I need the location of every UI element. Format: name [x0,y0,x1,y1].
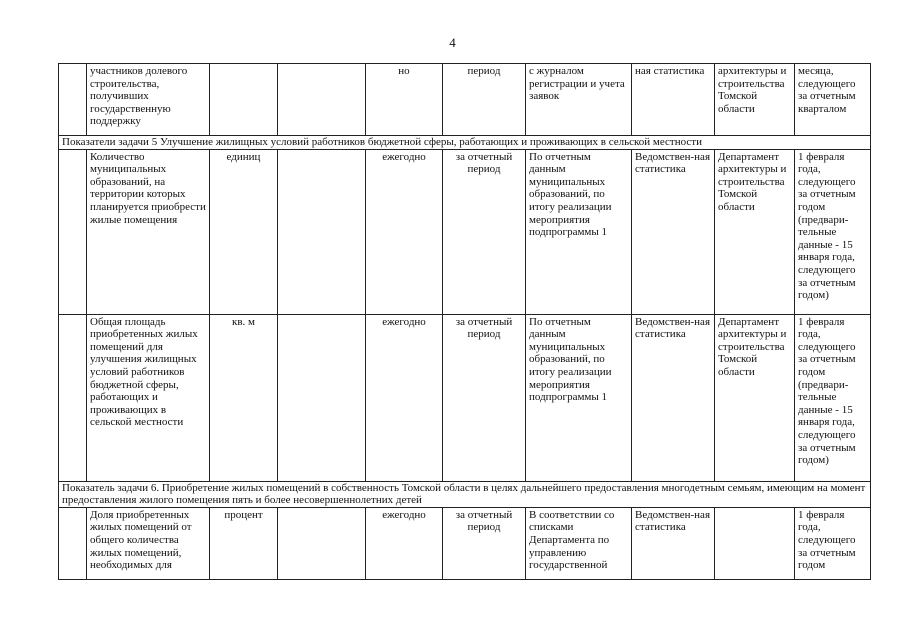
unit-cell: кв. м [210,314,278,481]
number-cell [59,314,87,481]
periodicity-cell: ежегодно [366,507,443,579]
unit-cell: процент [210,507,278,579]
time-characteristic-cell: за отчетный период [443,314,526,481]
source-cell: Ведомствен-ная статистика [632,314,715,481]
deadline-cell: 1 февраля года, следующего за отчетным годом [795,507,871,579]
table-row [59,314,871,481]
unit-cell: единиц [210,149,278,314]
formula-cell [278,314,366,481]
unit-cell [210,64,278,136]
periodicity-cell: ежегодно [366,149,443,314]
method-cell: По отчетным данным муниципальных образований, по итогу реализации мероприятия подпрограммы 1 [526,314,632,481]
responsible-cell: Департамент архитектуры и строительства Томской области [715,149,795,314]
method-cell: В соответствии со списками Департамента по управлению государственной [526,507,632,579]
deadline-cell: 1 февраля года, следующего за отчетным годом (предвари-тельные данные - 15 января года, следующего за отчетным годом) [795,149,871,314]
table-row [59,64,871,136]
indicator-name-cell: Доля приобретенных жилых помещений от общего количества жилых помещений, необходимых для [87,507,210,579]
responsible-cell [715,507,795,579]
table-row [59,149,871,314]
periodicity-cell: но [366,64,443,136]
number-cell [59,507,87,579]
table-row [59,507,871,579]
number-cell [59,149,87,314]
deadline-cell: месяца, следующего за отчетным кварталом [795,64,871,136]
formula-cell [278,64,366,136]
source-cell: Ведомствен-ная статистика [632,507,715,579]
section-header-text: Показатель задачи 6. Приобретение жилых помещений в собственность Томской области в целях дальнейшего предоставления многодетным семьям, имеющим на момент предоставления жилого помещения пять и более несовершеннолетних детей [59,481,871,507]
source-cell: Ведомствен-ная статистика [632,149,715,314]
formula-cell [278,507,366,579]
section-header-row [59,136,871,150]
deadline-cell: 1 февраля года, следующего за отчетным годом (предвари-тельные данные - 15 января года, следующего за отчетным годом) [795,314,871,481]
time-characteristic-cell: за отчетный период [443,149,526,314]
indicator-name-cell: Количество муниципальных образований, на территории которых планируется приобрести жилые помещения [87,149,210,314]
page-number: 4 [449,35,456,50]
time-characteristic-cell: за отчетный период [443,507,526,579]
section-header-row [59,481,871,507]
time-characteristic-cell: период [443,64,526,136]
indicator-name-cell: участников долевого строительства, получивших государственную поддержку [87,64,210,136]
responsible-cell: архитектуры и строительства Томской области [715,64,795,136]
source-cell: ная статистика [632,64,715,136]
responsible-cell: Департамент архитектуры и строительства Томской области [715,314,795,481]
formula-cell [278,149,366,314]
number-cell [59,64,87,136]
section-header-text: Показатели задачи 5 Улучшение жилищных условий работников бюджетной сферы, работающих и проживающих в сельской местности [59,136,871,150]
periodicity-cell: ежегодно [366,314,443,481]
method-cell: По отчетным данным муниципальных образований, по итогу реализации мероприятия подпрограммы 1 [526,149,632,314]
indicator-name-cell: Общая площадь приобретенных жилых помещений для улучшения жилищных условий работников бюджетной сферы, работающих и проживающих в сельской местности [87,314,210,481]
indicators-table [58,63,871,580]
method-cell: с журналом регистрации и учета заявок [526,64,632,136]
